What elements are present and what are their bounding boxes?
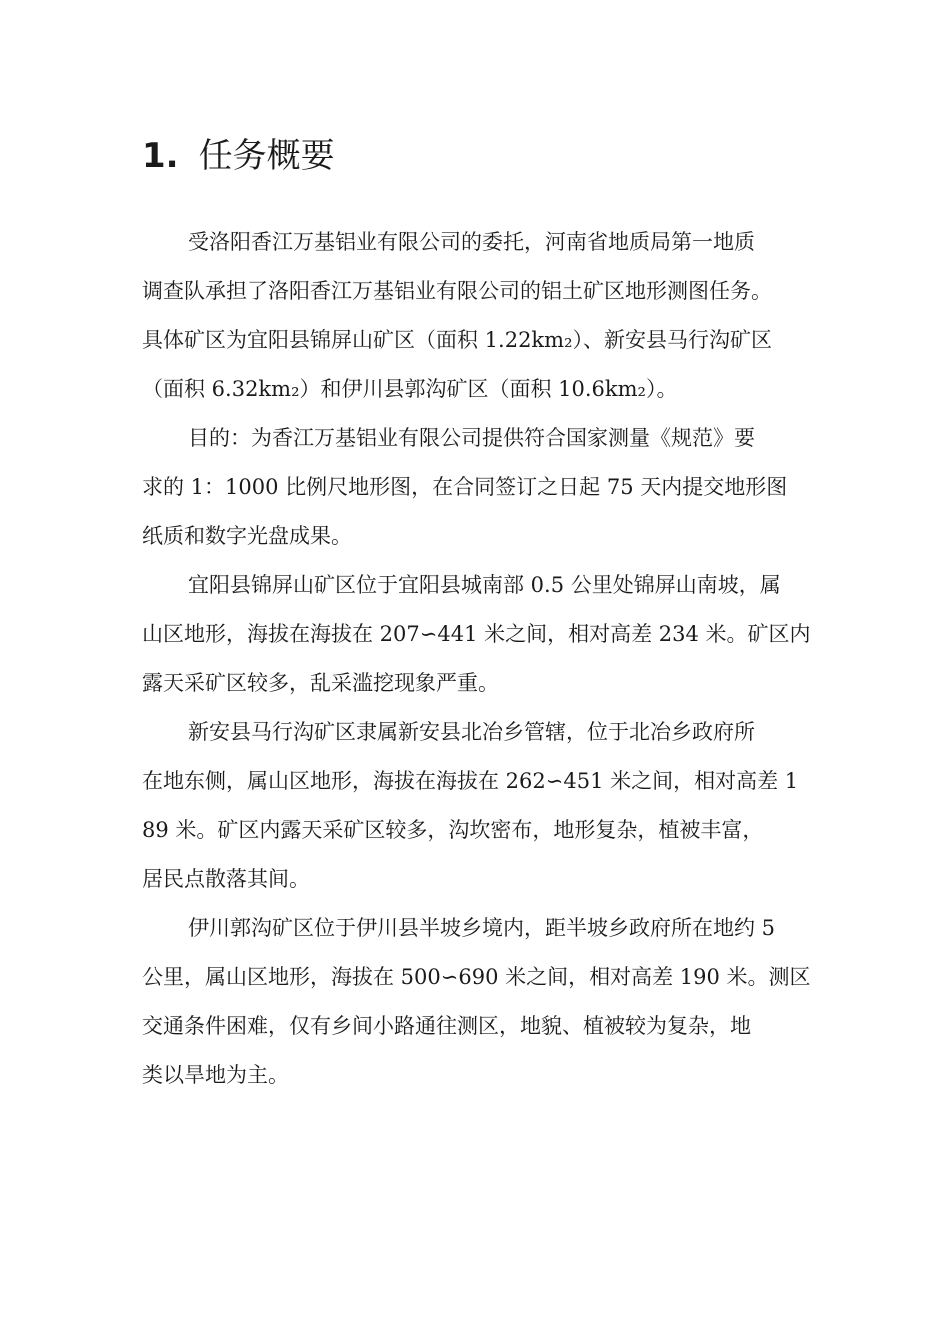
section-title: 任务概要 [198,136,335,176]
text-line: 在地东侧，属山区地形，海拔在海拔在 262∽451 米之间，相对高差 1 [142,769,799,793]
text-line: 目的：为香江万基铝业有限公司提供符合国家测量《规范》要 [188,426,755,450]
text-line: 交通条件困难，仅有乡间小路通往测区，地貌、植被较为复杂，地 [142,1014,751,1038]
text-line: 纸质和数字光盘成果。 [142,524,352,548]
text-line: 调查队承担了洛阳香江万基铝业有限公司的铝土矿区地形测图任务。 [142,279,772,303]
text-line: 新安县马行沟矿区隶属新安县北冶乡管辖，位于北冶乡政府所 [188,720,755,744]
text-line: 露天采矿区较多，乱采滥挖现象严重。 [142,671,499,695]
section-heading [142,130,335,182]
text-line: 伊川郭沟矿区位于伊川县半坡乡境内，距半坡乡政府所在地约 5 [188,916,776,940]
text-line: 山区地形，海拔在海拔在 207∽441 米之间，相对高差 234 米。矿区内 [142,622,811,646]
text-line: 类以旱地为主。 [142,1063,289,1087]
text-line: 居民点散落其间。 [142,867,310,891]
text-line: 公里，属山区地形，海拔在 500∽690 米之间，相对高差 190 米。测区 [142,965,811,989]
text-line: 求的 1：1000 比例尺地形图，在合同签订之日起 75 天内提交地形图 [142,475,788,499]
section-number: 1. [142,136,179,176]
text-line: 受洛阳香江万基铝业有限公司的委托，河南省地质局第一地质 [188,230,755,254]
text-line: 宜阳县锦屏山矿区位于宜阳县城南部 0.5 公里处锦屏山南坡，属 [188,573,781,597]
text-line: （面积 6.32km₂）和伊川县郭沟矿区（面积 10.6km₂）。 [142,377,678,401]
text-line: 89 米。矿区内露天采矿区较多，沟坎密布，地形复杂，植被丰富， [142,818,764,842]
text-line: 具体矿区为宜阳县锦屏山矿区（面积 1.22km₂）、新安县马行沟矿区 [142,328,772,352]
body-text [142,218,812,1100]
